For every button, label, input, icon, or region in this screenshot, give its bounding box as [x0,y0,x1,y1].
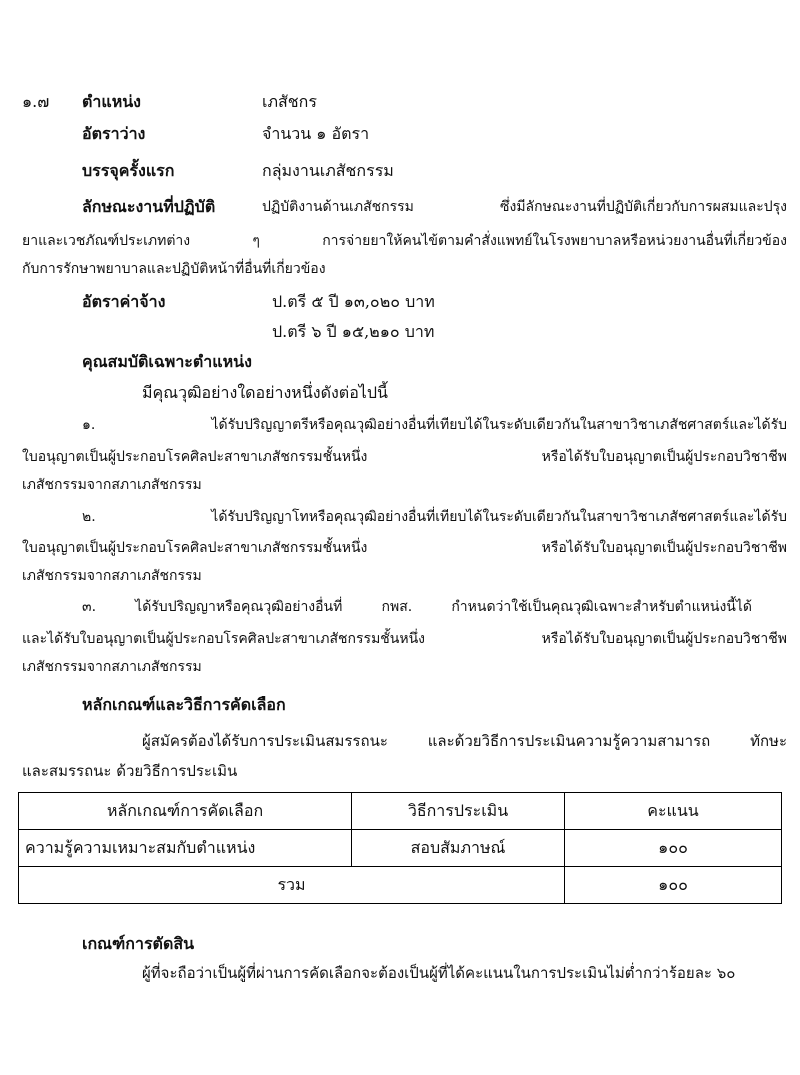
qualification-1-line-2: ใบอนุญาตเป็นผู้ประกอบโรคศิลปะสาขาเภสัชกรรมชั้นหนึ่ง หรือได้รับใบอนุญาตเป็นผู้ประกอบวิชาชีพ [22,449,787,465]
duties-line-3: กับการรักษาพยาบาลและปฏิบัติหน้าที่อื่นที่เกี่ยวข้อง [22,261,326,277]
table-header-score: คะแนน [565,793,782,830]
vacancy-label: อัตราว่าง [82,124,146,143]
vacancy-value: จำนวน ๑ อัตรา [262,124,370,143]
qualifications-heading: คุณสมบัติเฉพาะตำแหน่ง [82,352,252,371]
table-cell-method: สอบสัมภาษณ์ [352,830,565,867]
qualification-3-line-2: และได้รับใบอนุญาตเป็นผู้ประกอบโรคศิลปะสาขาเภสัชกรรมชั้นหนึ่ง หรือได้รับใบอนุญาตเป็นผู้ประกอบวิชาชีพ [22,631,787,647]
qualification-2-line-3: เภสัชกรรมจากสภาเภสัชกรรม [22,568,202,584]
selection-text-line-1: ผู้สมัครต้องได้รับการประเมินสมรรถนะ และด้วยวิธีการประเมินความรู้ความสามารถ ทักษะ [142,732,787,750]
salary-line-2: ป.ตรี ๖ ปี ๑๕,๒๑๐ บาท [272,322,435,341]
salary-line-1: ป.ตรี ๕ ปี ๑๓,๐๒๐ บาท [272,292,435,311]
table-header-criteria: หลักเกณฑ์การคัดเลือก [19,793,352,830]
table-total-label: รวม [19,867,565,904]
table-total-row [19,867,782,904]
table-total-value: ๑๐๐ [565,867,782,904]
selection-text-line-2: และสมรรถนะ ด้วยวิธีการประเมิน [22,762,238,780]
table-cell-score: ๑๐๐ [565,830,782,867]
duties-label: ลักษณะงานที่ปฏิบัติ [82,197,216,216]
position-number: ๑.๗ [22,92,50,111]
qualification-2-line-1: ๒. ได้รับปริญญาโทหรือคุณวุฒิอย่างอื่นที่เทียบได้ในระดับเดียวกันในสาขาวิชาเภสัชศาสตร์และได้รับ [82,509,787,525]
table-header-row [19,793,782,830]
duties-line-2: ยาและเวชภัณฑ์ประเภทต่าง ๆ การจ่ายยาให้คนไข้ตามคำสั่งแพทย์ในโรงพยาบาลหรือหน่วยงานอื่นที่เกี่ยวข้อง [22,233,787,249]
table-header-method: วิธีการประเมิน [352,793,565,830]
qualification-1-line-1: ๑. ได้รับปริญญาตรีหรือคุณวุฒิอย่างอื่นที่เทียบได้ในระดับเดียวกันในสาขาวิชาเภสัชศาสตร์และได้รับ [82,417,787,433]
first-appoint-value: กลุ่มงานเภสัชกรรม [262,161,394,180]
decision-text: ผู้ที่จะถือว่าเป็นผู้ที่ผ่านการคัดเลือกจะต้องเป็นผู้ที่ได้คะแนนในการประเมินไม่ต่ำกว่าร้อยละ ๖๐ [142,964,736,982]
position-title: เภสัชกร [262,92,317,111]
first-appoint-label: บรรจุครั้งแรก [82,161,175,180]
decision-heading: เกณฑ์การตัดสิน [82,934,195,953]
duties-line-1: ปฏิบัติงานด้านเภสัชกรรม ซึ่งมีลักษณะงานที่ปฏิบัติเกี่ยวกับการผสมและปรุง [262,199,787,215]
salary-label: อัตราค่าจ้าง [82,292,166,311]
selection-heading: หลักเกณฑ์และวิธีการคัดเลือก [82,695,286,714]
table-row [19,830,782,867]
qualification-3-line-1: ๓. ได้รับปริญญาหรือคุณวุฒิอย่างอื่นที่ กพส. กำหนดว่าใช้เป็นคุณวุฒิเฉพาะสำหรับตำแหน่งนี้ได้ [82,599,752,615]
qualification-3-line-3: เภสัชกรรมจากสภาเภสัชกรรม [22,659,202,675]
qualification-1-line-3: เภสัชกรรมจากสภาเภสัชกรรม [22,477,202,493]
qualifications-intro: มีคุณวุฒิอย่างใดอย่างหนึ่งดังต่อไปนี้ [142,383,388,402]
qualification-2-line-2: ใบอนุญาตเป็นผู้ประกอบโรคศิลปะสาขาเภสัชกรรมชั้นหนึ่ง หรือได้รับใบอนุญาตเป็นผู้ประกอบวิชาชีพ [22,540,787,556]
selection-criteria-table [18,792,782,904]
table-cell-criteria: ความรู้ความเหมาะสมกับตำแหน่ง [19,830,352,867]
position-title-label: ตำแหน่ง [82,92,141,111]
